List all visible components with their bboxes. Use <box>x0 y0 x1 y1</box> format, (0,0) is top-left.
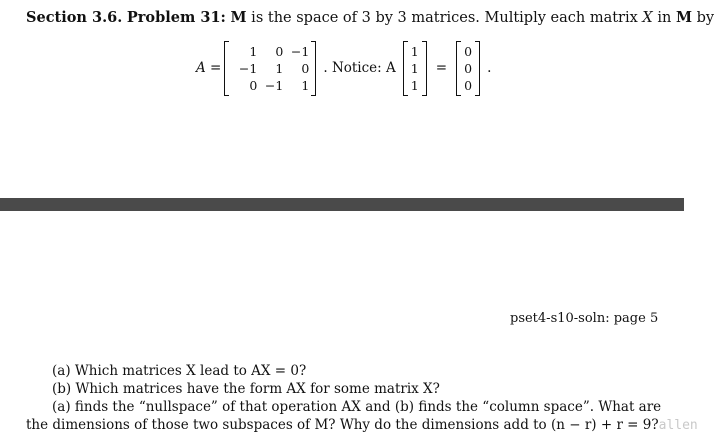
section-label: Section 3.6. <box>26 9 123 26</box>
question-dimensions-text: the dimensions of those two subspaces of M? Why do the dimensions add to (n − r) + r = 9? <box>26 417 659 433</box>
question-dimensions <box>26 417 698 433</box>
matrix-cell: 0 <box>301 60 310 76</box>
matrix-cell: 1 <box>301 77 310 93</box>
matrix-cell: 0 <box>275 43 284 59</box>
watermark-text: allen <box>658 418 698 433</box>
matrix-cell: 0 <box>249 77 258 93</box>
vector-zeros-grid <box>461 41 475 96</box>
matrix-a-grid <box>229 41 311 96</box>
heading-text-1: is the space of 3 by 3 matrices. Multiply each matrix <box>246 10 643 26</box>
matrix-cell: −1 <box>264 77 284 93</box>
symbol-m-2: M <box>675 9 692 26</box>
vector-ones <box>403 41 427 96</box>
page-footer: pset4-s10-soln: page 5 <box>510 311 659 326</box>
vector-cell: 1 <box>410 77 419 93</box>
question-explanation: (a) finds the “nullspace” of that operation AX and (b) finds the “column space”. What are <box>52 399 662 415</box>
heading-text-3: by <box>696 10 714 26</box>
matrix-a <box>224 41 316 96</box>
notice-text: . Notice: A <box>323 60 396 76</box>
matrix-equation <box>196 40 495 96</box>
right-bracket <box>311 41 316 96</box>
page-divider <box>0 198 684 211</box>
equation-lhs: A = <box>196 60 222 76</box>
question-b: (b) Which matrices have the form AX for some matrix X? <box>52 381 440 397</box>
vector-cell: 0 <box>464 43 473 59</box>
vector-cell: 1 <box>410 60 419 76</box>
problem-heading <box>26 9 714 26</box>
matrix-cell: 1 <box>275 60 284 76</box>
right-bracket <box>422 41 427 96</box>
equals-sign: = <box>435 60 448 76</box>
heading-text-2: in <box>652 10 676 26</box>
vector-ones-grid <box>408 41 422 96</box>
page-top <box>0 0 714 198</box>
matrix-cell: −1 <box>238 60 258 76</box>
vector-cell: 0 <box>464 77 473 93</box>
vector-cell: 0 <box>464 60 473 76</box>
right-bracket <box>475 41 480 96</box>
symbol-x: X <box>642 10 653 26</box>
equation-end: . <box>487 60 492 76</box>
question-a: (a) Which matrices X lead to AX = 0? <box>52 363 307 379</box>
matrix-cell: 1 <box>249 43 258 59</box>
vector-cell: 1 <box>410 43 419 59</box>
matrix-cell: −1 <box>290 43 310 59</box>
symbol-m: M <box>230 9 247 26</box>
vector-zeros <box>456 41 480 96</box>
problem-label: Problem 31: <box>126 9 226 26</box>
